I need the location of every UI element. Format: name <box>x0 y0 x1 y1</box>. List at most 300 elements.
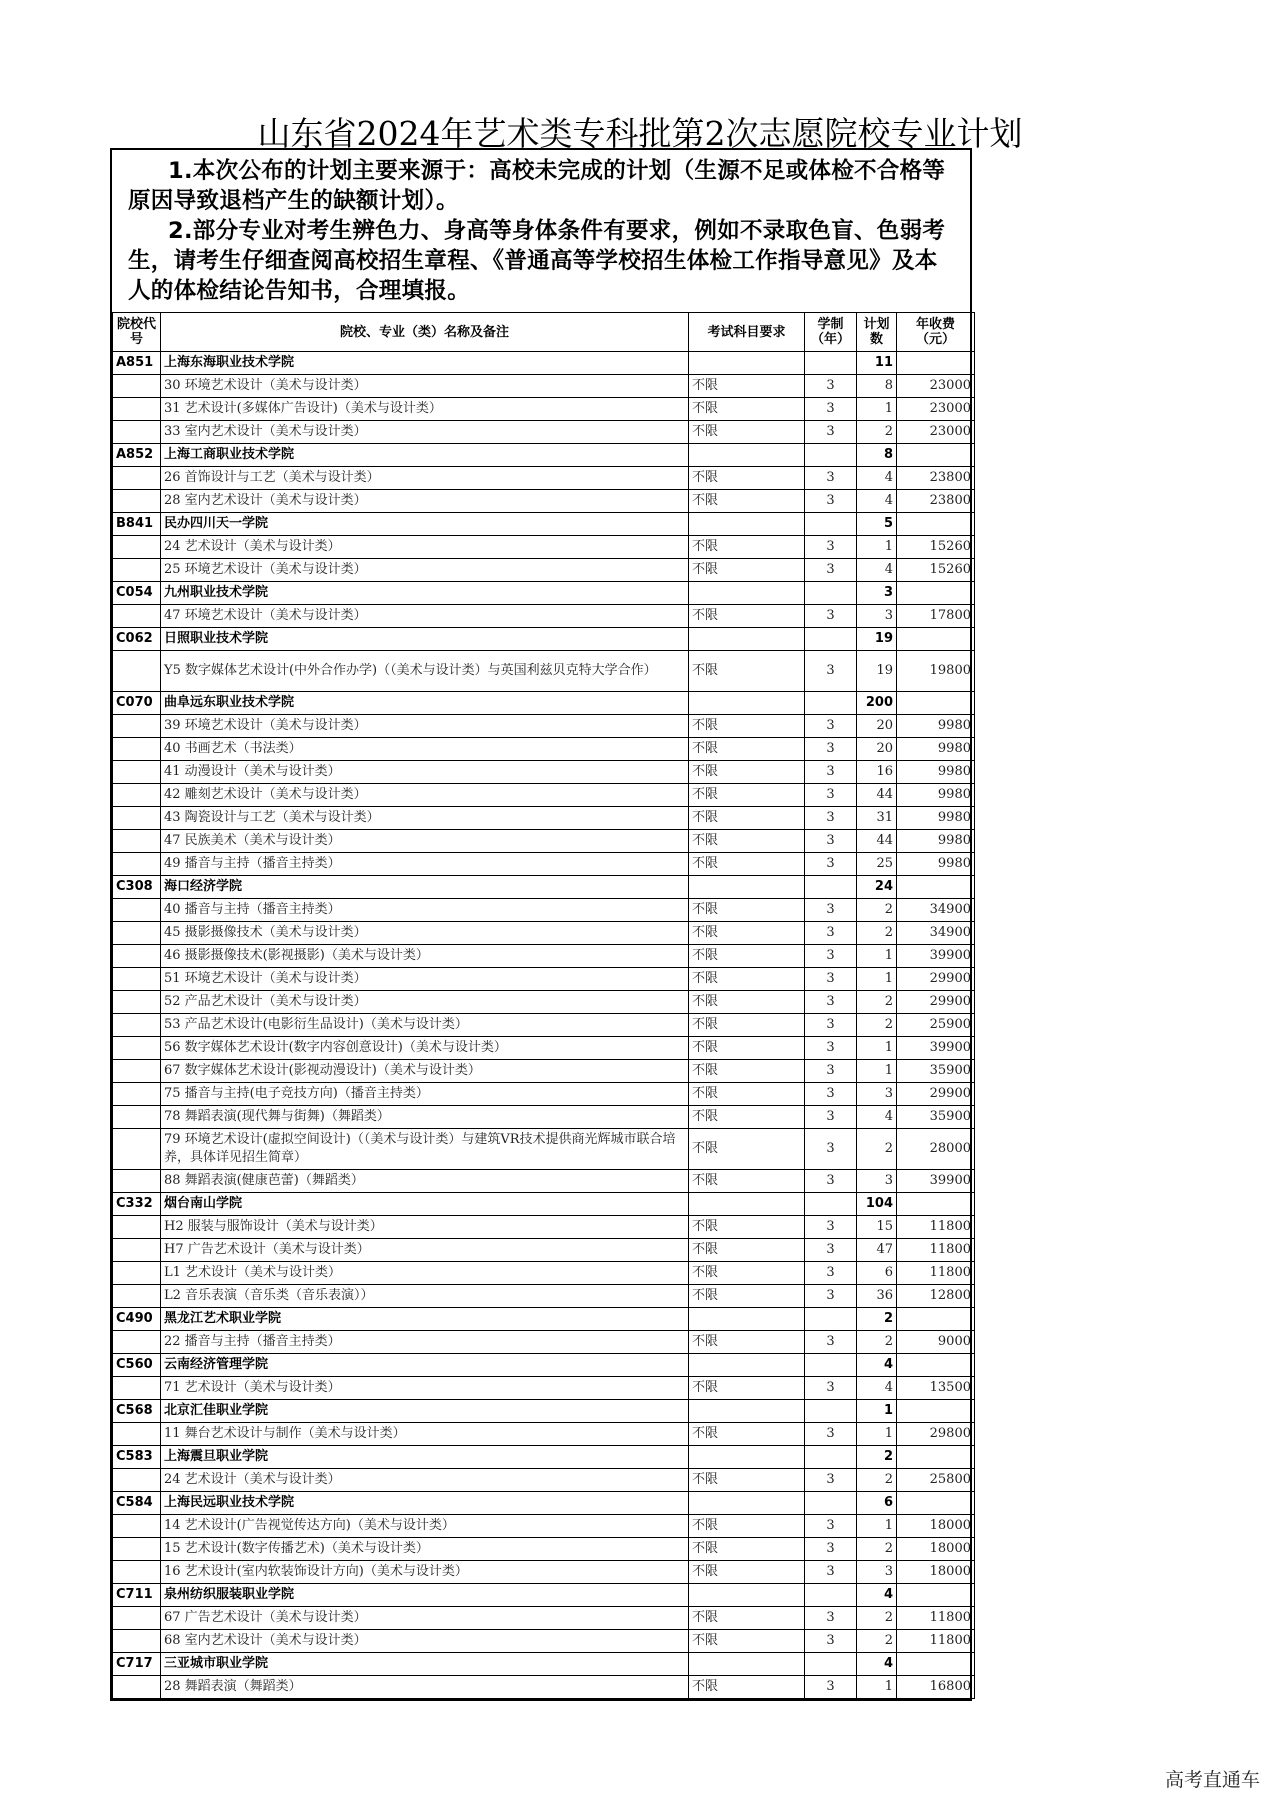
cell-req: 不限 <box>689 899 805 922</box>
cell-fee: 9980 <box>897 807 975 830</box>
major-row <box>113 1239 975 1262</box>
cell-name: 三亚城市职业学院 <box>161 1653 689 1676</box>
cell-years: 3 <box>805 1216 857 1239</box>
cell-fee: 9980 <box>897 738 975 761</box>
cell-years <box>805 352 857 375</box>
cell-name: 67 数字媒体艺术设计(影视动漫设计)（美术与设计类） <box>161 1060 689 1083</box>
cell-name: 海口经济学院 <box>161 876 689 899</box>
cell-years: 3 <box>805 467 857 490</box>
cell-plan: 1 <box>857 398 897 421</box>
cell-req: 不限 <box>689 651 805 692</box>
cell-years <box>805 1492 857 1515</box>
cell-code: C062 <box>113 628 161 651</box>
cell-req <box>689 1193 805 1216</box>
cell-req <box>689 1446 805 1469</box>
cell-code: C584 <box>113 1492 161 1515</box>
cell-years <box>805 1308 857 1331</box>
cell-req: 不限 <box>689 1285 805 1308</box>
cell-name: 52 产品艺术设计（美术与设计类） <box>161 991 689 1014</box>
cell-code <box>113 1515 161 1538</box>
cell-fee <box>897 1653 975 1676</box>
cell-plan: 4 <box>857 559 897 582</box>
cell-years <box>805 1446 857 1469</box>
major-row <box>113 1106 975 1129</box>
cell-plan: 2 <box>857 1308 897 1331</box>
cell-plan: 2 <box>857 899 897 922</box>
cell-plan: 2 <box>857 1630 897 1653</box>
cell-name: L2 音乐表演（音乐类（音乐表演）） <box>161 1285 689 1308</box>
cell-fee: 25800 <box>897 1469 975 1492</box>
header-years: 学制（年） <box>805 313 857 352</box>
cell-code <box>113 715 161 738</box>
cell-code <box>113 922 161 945</box>
cell-plan: 1 <box>857 968 897 991</box>
cell-fee: 12800 <box>897 1285 975 1308</box>
cell-name: 15 艺术设计(数字传播艺术)（美术与设计类） <box>161 1538 689 1561</box>
major-row <box>113 991 975 1014</box>
cell-name: 22 播音与主持（播音主持类） <box>161 1331 689 1354</box>
major-row <box>113 559 975 582</box>
cell-req: 不限 <box>689 1538 805 1561</box>
cell-fee: 11800 <box>897 1239 975 1262</box>
cell-req: 不限 <box>689 1630 805 1653</box>
cell-years: 3 <box>805 375 857 398</box>
header-plan: 计划数 <box>857 313 897 352</box>
cell-fee: 25900 <box>897 1014 975 1037</box>
cell-years <box>805 876 857 899</box>
cell-code <box>113 1083 161 1106</box>
school-row <box>113 1492 975 1515</box>
cell-plan: 15 <box>857 1216 897 1239</box>
cell-plan: 4 <box>857 1377 897 1400</box>
major-row <box>113 1331 975 1354</box>
cell-years: 3 <box>805 830 857 853</box>
cell-code <box>113 559 161 582</box>
cell-plan: 1 <box>857 945 897 968</box>
cell-code <box>113 1607 161 1630</box>
cell-req: 不限 <box>689 536 805 559</box>
school-row <box>113 1193 975 1216</box>
cell-plan: 4 <box>857 1653 897 1676</box>
cell-fee: 23000 <box>897 421 975 444</box>
school-row <box>113 1354 975 1377</box>
cell-plan: 2 <box>857 1446 897 1469</box>
cell-req: 不限 <box>689 807 805 830</box>
major-row <box>113 1014 975 1037</box>
cell-fee <box>897 628 975 651</box>
cell-plan: 200 <box>857 692 897 715</box>
cell-name: 30 环境艺术设计（美术与设计类） <box>161 375 689 398</box>
cell-code <box>113 1331 161 1354</box>
major-row <box>113 1469 975 1492</box>
cell-plan: 8 <box>857 444 897 467</box>
cell-years <box>805 1584 857 1607</box>
cell-years: 3 <box>805 1083 857 1106</box>
cell-fee: 23800 <box>897 467 975 490</box>
cell-name: 25 环境艺术设计（美术与设计类） <box>161 559 689 582</box>
cell-plan: 2 <box>857 1331 897 1354</box>
cell-name: 28 舞蹈表演（舞蹈类） <box>161 1676 689 1699</box>
cell-code: C717 <box>113 1653 161 1676</box>
cell-fee: 34900 <box>897 899 975 922</box>
cell-code <box>113 830 161 853</box>
cell-fee: 39900 <box>897 1037 975 1060</box>
header-code: 院校代号 <box>113 313 161 352</box>
cell-code <box>113 1262 161 1285</box>
cell-req: 不限 <box>689 421 805 444</box>
cell-req: 不限 <box>689 1014 805 1037</box>
cell-plan: 3 <box>857 1083 897 1106</box>
cell-code <box>113 1170 161 1193</box>
cell-req: 不限 <box>689 853 805 876</box>
cell-years: 3 <box>805 1106 857 1129</box>
cell-years <box>805 444 857 467</box>
cell-fee: 9980 <box>897 853 975 876</box>
school-row <box>113 513 975 536</box>
cell-code: C583 <box>113 1446 161 1469</box>
major-row <box>113 375 975 398</box>
cell-name: 云南经济管理学院 <box>161 1354 689 1377</box>
header-name: 院校、专业（类）名称及备注 <box>161 313 689 352</box>
cell-code <box>113 1129 161 1170</box>
cell-code <box>113 1538 161 1561</box>
major-row <box>113 1060 975 1083</box>
major-row <box>113 761 975 784</box>
cell-name: 黑龙江艺术职业学院 <box>161 1308 689 1331</box>
school-row <box>113 1653 975 1676</box>
cell-name: 14 艺术设计(广告视觉传达方向)（美术与设计类） <box>161 1515 689 1538</box>
cell-years: 3 <box>805 1469 857 1492</box>
cell-req: 不限 <box>689 1239 805 1262</box>
cell-years: 3 <box>805 1262 857 1285</box>
cell-req <box>689 1308 805 1331</box>
cell-req: 不限 <box>689 968 805 991</box>
cell-code: C054 <box>113 582 161 605</box>
cell-code <box>113 991 161 1014</box>
cell-years: 3 <box>805 1561 857 1584</box>
cell-fee: 29900 <box>897 991 975 1014</box>
cell-fee: 34900 <box>897 922 975 945</box>
cell-plan: 8 <box>857 375 897 398</box>
cell-name: 78 舞蹈表演(现代舞与街舞)（舞蹈类） <box>161 1106 689 1129</box>
major-row <box>113 490 975 513</box>
cell-name: 49 播音与主持（播音主持类） <box>161 853 689 876</box>
cell-years: 3 <box>805 536 857 559</box>
major-row <box>113 398 975 421</box>
cell-plan: 4 <box>857 1354 897 1377</box>
major-row <box>113 1037 975 1060</box>
cell-req: 不限 <box>689 605 805 628</box>
cell-fee: 11800 <box>897 1262 975 1285</box>
cell-years: 3 <box>805 1331 857 1354</box>
cell-plan: 19 <box>857 628 897 651</box>
cell-req: 不限 <box>689 1037 805 1060</box>
cell-fee: 11800 <box>897 1630 975 1653</box>
cell-req <box>689 513 805 536</box>
cell-code <box>113 1377 161 1400</box>
major-row <box>113 1285 975 1308</box>
cell-req: 不限 <box>689 1106 805 1129</box>
cell-req: 不限 <box>689 1515 805 1538</box>
cell-years: 3 <box>805 945 857 968</box>
cell-name: 曲阜远东职业技术学院 <box>161 692 689 715</box>
cell-plan: 11 <box>857 352 897 375</box>
cell-years: 3 <box>805 1129 857 1170</box>
cell-name: 53 产品艺术设计(电影衍生品设计)（美术与设计类） <box>161 1014 689 1037</box>
major-row <box>113 968 975 991</box>
cell-code <box>113 1285 161 1308</box>
cell-plan: 2 <box>857 1014 897 1037</box>
cell-name: 88 舞蹈表演(健康芭蕾)（舞蹈类） <box>161 1170 689 1193</box>
cell-plan: 4 <box>857 1584 897 1607</box>
cell-name: 41 动漫设计（美术与设计类） <box>161 761 689 784</box>
cell-code: A851 <box>113 352 161 375</box>
page-title: 山东省2024年艺术类专科批第2次志愿院校专业计划 <box>257 114 1023 153</box>
cell-code <box>113 1216 161 1239</box>
cell-name: 九州职业技术学院 <box>161 582 689 605</box>
major-row <box>113 738 975 761</box>
cell-fee: 28000 <box>897 1129 975 1170</box>
cell-fee <box>897 1193 975 1216</box>
major-row <box>113 421 975 444</box>
cell-req: 不限 <box>689 784 805 807</box>
cell-years <box>805 628 857 651</box>
cell-name: H7 广告艺术设计（美术与设计类） <box>161 1239 689 1262</box>
cell-code <box>113 1014 161 1037</box>
cell-name: 上海工商职业技术学院 <box>161 444 689 467</box>
cell-plan: 4 <box>857 467 897 490</box>
cell-fee: 9980 <box>897 715 975 738</box>
cell-name: 71 艺术设计（美术与设计类） <box>161 1377 689 1400</box>
cell-code <box>113 945 161 968</box>
school-row <box>113 1400 975 1423</box>
cell-name: 28 室内艺术设计（美术与设计类） <box>161 490 689 513</box>
cell-fee <box>897 692 975 715</box>
cell-req: 不限 <box>689 991 805 1014</box>
cell-req: 不限 <box>689 1216 805 1239</box>
cell-code <box>113 421 161 444</box>
school-row <box>113 1308 975 1331</box>
school-row <box>113 444 975 467</box>
cell-name: 泉州纺织服装职业学院 <box>161 1584 689 1607</box>
cell-plan: 2 <box>857 1538 897 1561</box>
cell-fee: 11800 <box>897 1607 975 1630</box>
major-row <box>113 1538 975 1561</box>
cell-name: 16 艺术设计(室内软装饰设计方向)（美术与设计类） <box>161 1561 689 1584</box>
cell-years: 3 <box>805 761 857 784</box>
cell-years: 3 <box>805 651 857 692</box>
cell-name: 67 广告艺术设计（美术与设计类） <box>161 1607 689 1630</box>
cell-plan: 31 <box>857 807 897 830</box>
cell-code <box>113 1060 161 1083</box>
cell-req <box>689 1492 805 1515</box>
cell-years: 3 <box>805 1538 857 1561</box>
cell-plan: 3 <box>857 1561 897 1584</box>
cell-years: 3 <box>805 968 857 991</box>
cell-req: 不限 <box>689 1423 805 1446</box>
cell-name: 日照职业技术学院 <box>161 628 689 651</box>
cell-fee: 9980 <box>897 761 975 784</box>
cell-plan: 1 <box>857 1400 897 1423</box>
school-row <box>113 1584 975 1607</box>
cell-years: 3 <box>805 1630 857 1653</box>
cell-code <box>113 761 161 784</box>
cell-fee <box>897 1400 975 1423</box>
major-row <box>113 651 975 692</box>
major-row <box>113 1676 975 1699</box>
cell-code <box>113 536 161 559</box>
cell-name: Y5 数字媒体艺术设计(中外合作办学)（（美术与设计类）与英国利兹贝克特大学合作） <box>161 651 689 692</box>
cell-name: 上海东海职业技术学院 <box>161 352 689 375</box>
cell-req: 不限 <box>689 375 805 398</box>
cell-req <box>689 876 805 899</box>
cell-plan: 1 <box>857 1676 897 1699</box>
cell-plan: 16 <box>857 761 897 784</box>
cell-req: 不限 <box>689 1083 805 1106</box>
major-row <box>113 1515 975 1538</box>
cell-years: 3 <box>805 1515 857 1538</box>
cell-years: 3 <box>805 853 857 876</box>
note-1: 1.本次公布的计划主要来源于：高校未完成的计划（生源不足或体检不合格等原因导致退档产生的缺额计划）。 <box>128 158 946 214</box>
cell-years: 3 <box>805 605 857 628</box>
major-row <box>113 853 975 876</box>
cell-years: 3 <box>805 1170 857 1193</box>
cell-fee: 35900 <box>897 1060 975 1083</box>
cell-code <box>113 1676 161 1699</box>
major-row <box>113 605 975 628</box>
cell-fee: 29800 <box>897 1423 975 1446</box>
cell-plan: 1 <box>857 536 897 559</box>
cell-plan: 25 <box>857 853 897 876</box>
cell-code <box>113 738 161 761</box>
cell-code <box>113 651 161 692</box>
cell-plan: 4 <box>857 490 897 513</box>
cell-years: 3 <box>805 1607 857 1630</box>
cell-fee: 23000 <box>897 398 975 421</box>
cell-fee: 11800 <box>897 1216 975 1239</box>
cell-fee: 29900 <box>897 1083 975 1106</box>
major-row <box>113 922 975 945</box>
cell-code: C332 <box>113 1193 161 1216</box>
cell-code <box>113 899 161 922</box>
cell-plan: 2 <box>857 1607 897 1630</box>
cell-name: 56 数字媒体艺术设计(数字内容创意设计)（美术与设计类） <box>161 1037 689 1060</box>
cell-req: 不限 <box>689 1377 805 1400</box>
cell-req: 不限 <box>689 1607 805 1630</box>
cell-years: 3 <box>805 1239 857 1262</box>
cell-plan: 47 <box>857 1239 897 1262</box>
cell-fee: 9980 <box>897 784 975 807</box>
header-fee: 年收费（元） <box>897 313 975 352</box>
table-header-row <box>113 313 975 352</box>
cell-plan: 24 <box>857 876 897 899</box>
cell-fee <box>897 1446 975 1469</box>
cell-plan: 20 <box>857 738 897 761</box>
cell-plan: 3 <box>857 1170 897 1193</box>
cell-fee <box>897 1492 975 1515</box>
cell-req: 不限 <box>689 1469 805 1492</box>
cell-fee <box>897 1354 975 1377</box>
cell-req: 不限 <box>689 1170 805 1193</box>
cell-code <box>113 1239 161 1262</box>
cell-years: 3 <box>805 899 857 922</box>
cell-name: 24 艺术设计（美术与设计类） <box>161 536 689 559</box>
cell-plan: 1 <box>857 1037 897 1060</box>
cell-req <box>689 352 805 375</box>
cell-years: 3 <box>805 922 857 945</box>
cell-req: 不限 <box>689 1129 805 1170</box>
cell-req: 不限 <box>689 715 805 738</box>
cell-years: 3 <box>805 1676 857 1699</box>
cell-years: 3 <box>805 1285 857 1308</box>
cell-name: 68 室内艺术设计（美术与设计类） <box>161 1630 689 1653</box>
cell-req <box>689 582 805 605</box>
cell-req <box>689 444 805 467</box>
cell-years: 3 <box>805 1014 857 1037</box>
major-row <box>113 1129 975 1170</box>
cell-plan: 19 <box>857 651 897 692</box>
cell-req: 不限 <box>689 1262 805 1285</box>
cell-name: 26 首饰设计与工艺（美术与设计类） <box>161 467 689 490</box>
cell-req <box>689 1653 805 1676</box>
cell-name: 46 摄影摄像技术(影视摄影)（美术与设计类） <box>161 945 689 968</box>
cell-req: 不限 <box>689 490 805 513</box>
cell-years: 3 <box>805 1423 857 1446</box>
notes-block <box>112 150 970 312</box>
plan-document <box>110 148 972 1701</box>
cell-fee: 23800 <box>897 490 975 513</box>
cell-years: 3 <box>805 738 857 761</box>
cell-code: A852 <box>113 444 161 467</box>
cell-plan: 2 <box>857 1129 897 1170</box>
cell-req: 不限 <box>689 738 805 761</box>
cell-req: 不限 <box>689 1331 805 1354</box>
cell-code <box>113 490 161 513</box>
school-row <box>113 692 975 715</box>
school-row <box>113 352 975 375</box>
school-row <box>113 582 975 605</box>
cell-code <box>113 375 161 398</box>
cell-plan: 44 <box>857 784 897 807</box>
cell-req: 不限 <box>689 1676 805 1699</box>
cell-fee: 29900 <box>897 968 975 991</box>
school-row <box>113 1446 975 1469</box>
cell-fee: 9000 <box>897 1331 975 1354</box>
cell-years <box>805 1354 857 1377</box>
cell-req <box>689 1354 805 1377</box>
cell-req: 不限 <box>689 467 805 490</box>
cell-name: 43 陶瓷设计与工艺（美术与设计类） <box>161 807 689 830</box>
cell-plan: 2 <box>857 991 897 1014</box>
cell-plan: 36 <box>857 1285 897 1308</box>
major-row <box>113 1630 975 1653</box>
cell-plan: 2 <box>857 922 897 945</box>
cell-years: 3 <box>805 715 857 738</box>
cell-name: 79 环境艺术设计(虚拟空间设计)（（美术与设计类）与建筑VR技术提供商光辉城市联合培养，具体详见招生简章） <box>161 1129 689 1170</box>
cell-req: 不限 <box>689 761 805 784</box>
cell-fee <box>897 513 975 536</box>
cell-years: 3 <box>805 807 857 830</box>
cell-req: 不限 <box>689 945 805 968</box>
cell-plan: 2 <box>857 421 897 444</box>
cell-years <box>805 582 857 605</box>
cell-fee: 18000 <box>897 1561 975 1584</box>
cell-name: 47 环境艺术设计（美术与设计类） <box>161 605 689 628</box>
cell-years <box>805 1400 857 1423</box>
cell-code <box>113 398 161 421</box>
cell-code: C070 <box>113 692 161 715</box>
cell-plan: 1 <box>857 1515 897 1538</box>
